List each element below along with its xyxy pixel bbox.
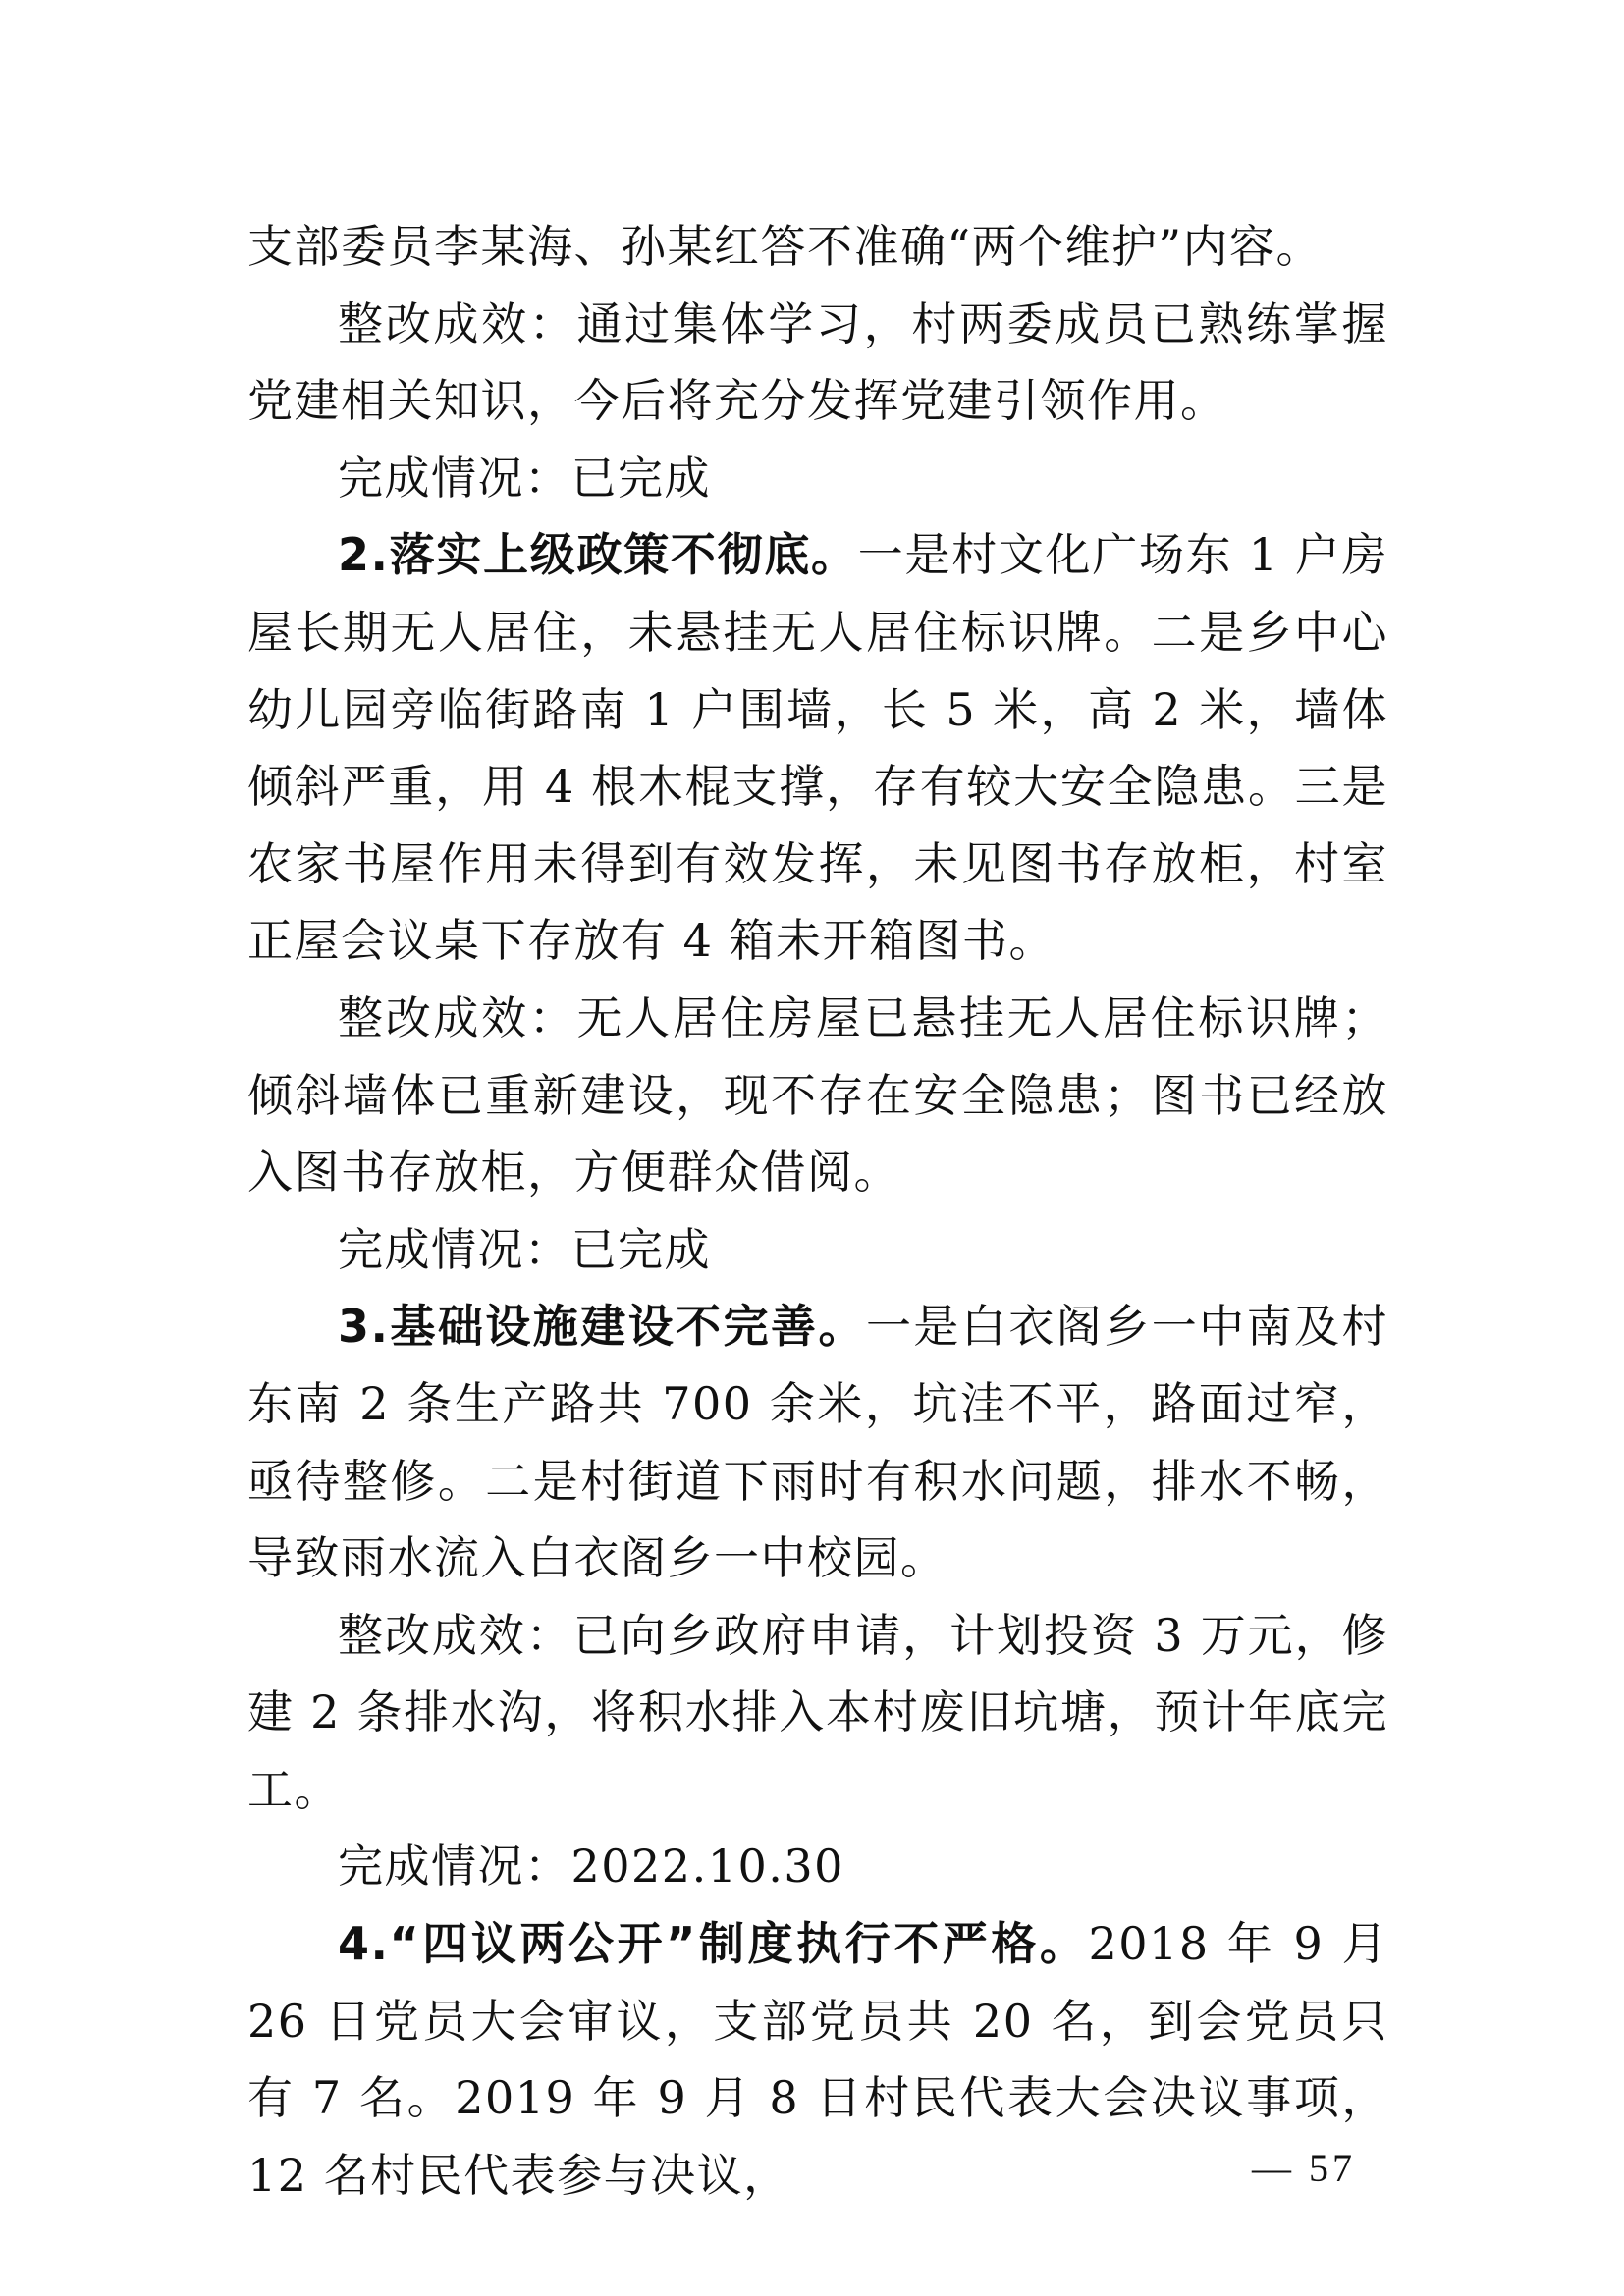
paragraph-rectification-result	[247, 1597, 1388, 1829]
paragraph-issue-4	[247, 1905, 1388, 2214]
paragraph-continuation	[247, 208, 1388, 286]
paragraph-heading: 2.落实上级政策不彻底。	[338, 528, 858, 582]
paragraph-text: 支部委员李某海、孙某红答不准确“两个维护”内容。	[247, 220, 1324, 273]
paragraph-text: 整改成效：无人居住房屋已悬挂无人居住标识牌；倾斜墙体已重新建设，现不存在安全隐患；图书已经放入图书存放柜，方便群众借阅。	[247, 990, 1388, 1200]
paragraph-issue-2	[247, 516, 1388, 980]
paragraph-completion-status	[247, 1211, 1388, 1289]
paragraph-issue-3	[247, 1288, 1388, 1596]
paragraph-text: 完成情况：已完成	[338, 451, 711, 505]
paragraph-heading: 3.基础设施建设不完善。	[338, 1300, 866, 1354]
paragraph-text: 完成情况：2022.10.30	[338, 1840, 844, 1894]
paragraph-completion-status	[247, 440, 1388, 517]
paragraph-text: 一是白衣阁乡一中南及村东南 2 条生产路共 700 余米，坑洼不平，路面过窄，亟待整修。二是村街道下雨时有积水问题，排水不畅，导致雨水流入白衣阁乡一中校园。	[247, 1300, 1388, 1585]
page-number: — 57	[1252, 2146, 1356, 2190]
paragraph-rectification-result	[247, 980, 1388, 1211]
paragraph-text: 整改成效：通过集体学习，村两委成员已熟练掌握党建相关知识，今后将充分发挥党建引领作用。	[247, 296, 1388, 428]
paragraph-completion-status	[247, 1828, 1388, 1905]
paragraph-rectification-result	[247, 286, 1388, 440]
document-body	[247, 208, 1388, 2214]
paragraph-heading: 4.“四议两公开”制度执行不严格。	[338, 1917, 1089, 1971]
paragraph-text: 完成情况：已完成	[338, 1222, 711, 1276]
paragraph-text: 整改成效：已向乡政府申请，计划投资 3 万元，修建 2 条排水沟，将积水排入本村废旧坑塘，预计年底完工。	[247, 1608, 1388, 1816]
paragraph-text: 一是村文化广场东 1 户房屋长期无人居住，未悬挂无人居住标识牌。二是乡中心幼儿园旁临街路南 1 户围墙，长 5 米，高 2 米，墙体倾斜严重，用 4 根木棍支撑，存有较大安全隐患。三是农家书屋作用未得到有效发挥，未见图书存放柜，村室正屋会议桌下存放有 4 箱未开箱图书。	[247, 528, 1388, 968]
paragraph-text: 2018 年 9 月 26 日党员大会审议，支部党员共 20 名，到会党员只有 7 名。2019 年 9 月 8 日村民代表大会决议事项，12 名村民代表参与决议，	[247, 1917, 1388, 2202]
